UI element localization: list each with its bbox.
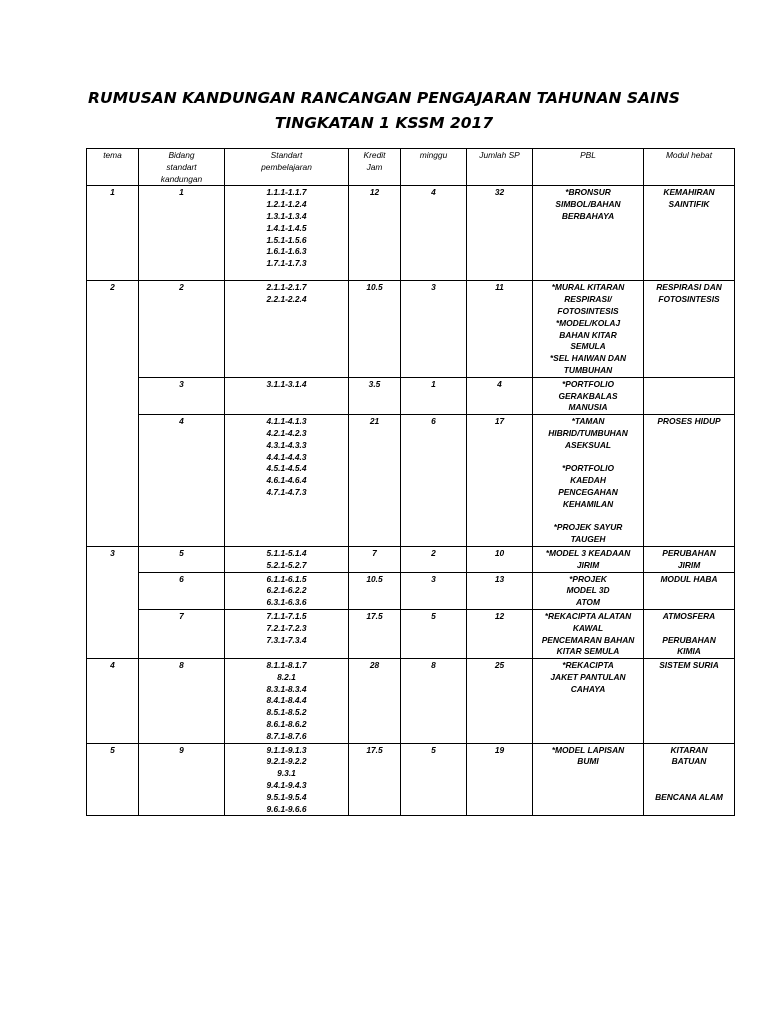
cell-jumlah: 13 <box>467 572 533 609</box>
cell-bidang: 1 <box>139 186 225 281</box>
table-row <box>87 415 735 547</box>
cell-standart: 3.1.1-3.1.4 <box>225 377 349 414</box>
header-row <box>87 149 735 186</box>
cell-pbl: *BRONSUR SIMBOL/BAHAN BERBAHAYA <box>533 186 644 281</box>
header-jumlah: Jumlah SP <box>467 149 533 186</box>
cell-pbl: *PROJEK MODEL 3D ATOM <box>533 572 644 609</box>
cell-tema: 3 <box>87 546 139 658</box>
cell-modul: RESPIRASI DAN FOTOSINTESIS <box>644 281 735 377</box>
cell-standart: 1.1.1-1.1.7 1.2.1-1.2.4 1.3.1-1.3.4 1.4.1-1.4.5 1.5.1-1.5.6 1.6.1-1.6.3 1.7.1-1.7.3 <box>225 186 349 281</box>
cell-tema: 2 <box>87 281 139 547</box>
header-bidang: Bidang standart kandungan <box>139 149 225 186</box>
cell-minggu: 4 <box>401 186 467 281</box>
cell-minggu: 3 <box>401 281 467 377</box>
cell-kredit: 12 <box>349 186 401 281</box>
cell-kredit: 21 <box>349 415 401 547</box>
table-row <box>87 546 735 572</box>
cell-pbl: *REKACIPTA JAKET PANTULAN CAHAYA <box>533 659 644 744</box>
cell-minggu: 5 <box>401 609 467 658</box>
cell-jumlah: 10 <box>467 546 533 572</box>
table-row <box>87 743 735 816</box>
table-row <box>87 659 735 744</box>
cell-bidang: 9 <box>139 743 225 816</box>
header-modul: Modul hebat <box>644 149 735 186</box>
cell-bidang: 6 <box>139 572 225 609</box>
cell-pbl: *REKACIPTA ALATAN KAWAL PENCEMARAN BAHAN KITAR SEMULA <box>533 609 644 658</box>
cell-modul: KITARAN BATUAN BENCANA ALAM <box>644 743 735 816</box>
cell-jumlah: 32 <box>467 186 533 281</box>
cell-modul: SISTEM SURIA <box>644 659 735 744</box>
header-tema: tema <box>87 149 139 186</box>
cell-kredit: 7 <box>349 546 401 572</box>
cell-bidang: 5 <box>139 546 225 572</box>
cell-standart: 8.1.1-8.1.7 8.2.1 8.3.1-8.3.4 8.4.1-8.4.4 8.5.1-8.5.2 8.6.1-8.6.2 8.7.1-8.7.6 <box>225 659 349 744</box>
cell-standart: 6.1.1-6.1.5 6.2.1-6.2.2 6.3.1-6.3.6 <box>225 572 349 609</box>
cell-bidang: 3 <box>139 377 225 414</box>
cell-pbl: *MODEL LAPISAN BUMI <box>533 743 644 816</box>
cell-modul: PERUBAHAN JIRIM <box>644 546 735 572</box>
cell-bidang: 7 <box>139 609 225 658</box>
cell-standart: 4.1.1-4.1.3 4.2.1-4.2.3 4.3.1-4.3.3 4.4.1-4.4.3 4.5.1-4.5.4 4.6.1-4.6.4 4.7.1-4.7.3 <box>225 415 349 547</box>
cell-pbl: *MURAL KITARAN RESPIRASI/ FOTOSINTESIS *MODEL/KOLAJ BAHAN KITAR SEMULA *SEL HAIWAN DAN TUMBUHAN <box>533 281 644 377</box>
header-standart: Standart pembelajaran <box>225 149 349 186</box>
table-row <box>87 281 735 377</box>
cell-minggu: 3 <box>401 572 467 609</box>
cell-kredit: 3.5 <box>349 377 401 414</box>
cell-jumlah: 19 <box>467 743 533 816</box>
cell-jumlah: 11 <box>467 281 533 377</box>
header-pbl: PBL <box>533 149 644 186</box>
cell-standart: 2.1.1-2.1.7 2.2.1-2.2.4 <box>225 281 349 377</box>
rpt-summary-table <box>86 148 735 816</box>
cell-kredit: 28 <box>349 659 401 744</box>
cell-minggu: 8 <box>401 659 467 744</box>
cell-modul: MODUL HABA <box>644 572 735 609</box>
cell-bidang: 8 <box>139 659 225 744</box>
cell-tema: 5 <box>87 743 139 816</box>
cell-minggu: 6 <box>401 415 467 547</box>
cell-pbl: *PORTFOLIO GERAKBALAS MANUSIA <box>533 377 644 414</box>
cell-kredit: 10.5 <box>349 572 401 609</box>
cell-bidang: 2 <box>139 281 225 377</box>
document-subtitle: TINGKATAN 1 KSSM 2017 <box>274 114 494 132</box>
document-title: RUMUSAN KANDUNGAN RANCANGAN PENGAJARAN TAHUNAN SAINS <box>88 89 680 107</box>
cell-pbl: *TAMAN HIBRID/TUMBUHAN ASEKSUAL *PORTFOLIO KAEDAH PENCEGAHAN KEHAMILAN *PROJEK SAYUR TAUGEH <box>533 415 644 547</box>
cell-modul: PROSES HIDUP <box>644 415 735 547</box>
cell-jumlah: 17 <box>467 415 533 547</box>
cell-jumlah: 25 <box>467 659 533 744</box>
cell-jumlah: 12 <box>467 609 533 658</box>
table-row <box>87 186 735 281</box>
cell-tema: 1 <box>87 186 139 281</box>
cell-kredit: 17.5 <box>349 743 401 816</box>
cell-kredit: 10.5 <box>349 281 401 377</box>
cell-standart: 7.1.1-7.1.5 7.2.1-7.2.3 7.3.1-7.3.4 <box>225 609 349 658</box>
cell-bidang: 4 <box>139 415 225 547</box>
cell-standart: 9.1.1-9.1.3 9.2.1-9.2.2 9.3.1 9.4.1-9.4.3 9.5.1-9.5.4 9.6.1-9.6.6 <box>225 743 349 816</box>
table-row <box>87 377 735 414</box>
cell-modul: KEMAHIRAN SAINTIFIK <box>644 186 735 281</box>
cell-modul: ATMOSFERA PERUBAHAN KIMIA <box>644 609 735 658</box>
cell-tema: 4 <box>87 659 139 744</box>
cell-minggu: 2 <box>401 546 467 572</box>
header-kredit: Kredit Jam <box>349 149 401 186</box>
cell-modul <box>644 377 735 414</box>
table-row <box>87 572 735 609</box>
cell-minggu: 1 <box>401 377 467 414</box>
cell-kredit: 17.5 <box>349 609 401 658</box>
table-row <box>87 609 735 658</box>
cell-minggu: 5 <box>401 743 467 816</box>
header-minggu: minggu <box>401 149 467 186</box>
cell-jumlah: 4 <box>467 377 533 414</box>
cell-standart: 5.1.1-5.1.4 5.2.1-5.2.7 <box>225 546 349 572</box>
cell-pbl: *MODEL 3 KEADAAN JIRIM <box>533 546 644 572</box>
